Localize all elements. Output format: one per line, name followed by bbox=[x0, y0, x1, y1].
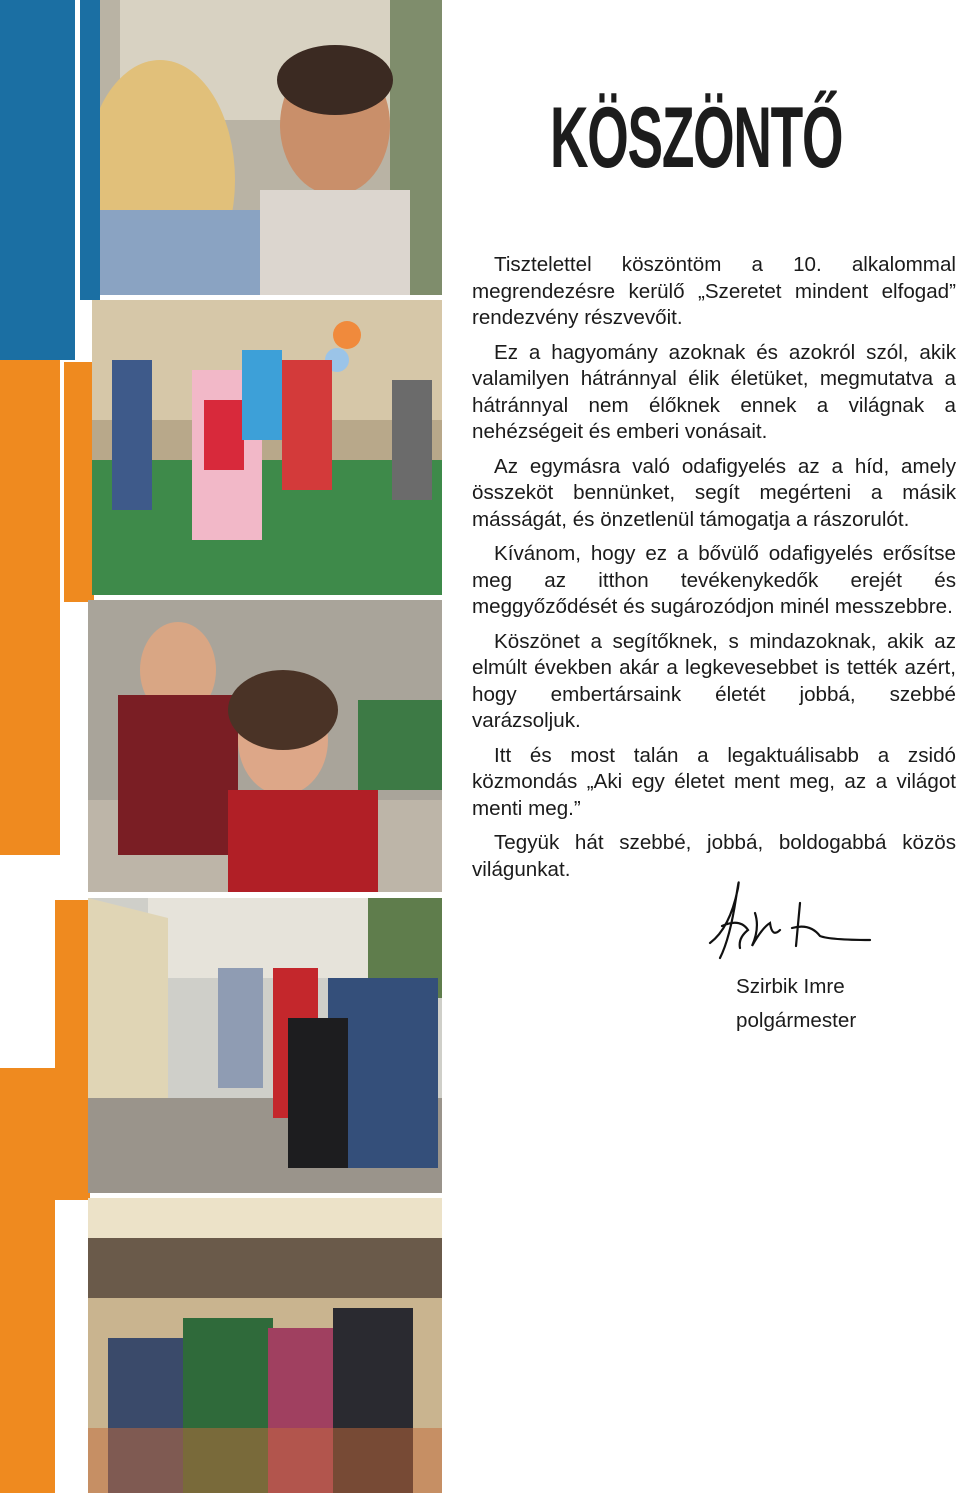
paragraph: Itt és most talán a legaktuálisabb a zsidó közmondás „Aki egy életet ment meg, az a világot menti meg.” bbox=[472, 743, 956, 820]
photo-dancing-crowd bbox=[92, 300, 442, 595]
paragraph: Tisztelettel köszöntöm a 10. alkalommal megrendezésre kerülő „Szeretet mindent elfogad” rendezvény részvevőit. bbox=[472, 253, 956, 329]
photo-exhibition-square-icon bbox=[88, 898, 442, 1193]
signer-role: polgármester bbox=[736, 1009, 857, 1032]
paragraph: Kívánom, hogy ez a bővülő odafigyelés erősítse meg az itthon tevékenykedők erejét és meggyőződését és sugározódjon minél messzebbre. bbox=[472, 542, 956, 618]
photo-face-painted-man-icon bbox=[100, 0, 442, 295]
photo-exhibition-square bbox=[88, 898, 442, 1193]
photo-dancing-crowd-icon bbox=[92, 300, 442, 595]
paragraph: Köszönet a segítőknek, s mindazoknak, akik az elmúlt években akár a legkevesebbet is tették azért, hogy embertársaink életét jobbá, szebbé varázsoljuk. bbox=[472, 629, 956, 732]
photo-smiling-women-icon bbox=[88, 600, 442, 892]
signature-icon bbox=[700, 868, 880, 968]
photo-audience-hall-icon bbox=[88, 1198, 442, 1493]
paragraph: Ez a hagyomány azoknak és azokról szól, akik valamilyen hátránnyal élik életüket, megmutatva a hátránnyal nem élőknek ennek a világnak a nehézségeit és emberi vonásait. bbox=[472, 340, 956, 443]
signer-block bbox=[736, 970, 856, 1038]
signer-name: Szirbik Imre bbox=[736, 975, 845, 998]
photo-smiling-women bbox=[88, 600, 442, 892]
photo-face-painted-man bbox=[100, 0, 442, 295]
greeting-text bbox=[472, 252, 956, 891]
decorative-color-band bbox=[0, 0, 100, 1493]
paragraph: Tegyük hát szebbé, jobbá, boldogabbá közös világunkat. bbox=[472, 831, 956, 881]
paragraph: Az egymásra való odafigyelés az a híd, amely összeköt bennünket, segít megérteni a másik másságát, és önzetlenül támogatja a rászorulót. bbox=[472, 454, 956, 531]
photo-audience-hall bbox=[88, 1198, 442, 1493]
page-title: KÖSZÖNTŐ bbox=[550, 90, 843, 186]
